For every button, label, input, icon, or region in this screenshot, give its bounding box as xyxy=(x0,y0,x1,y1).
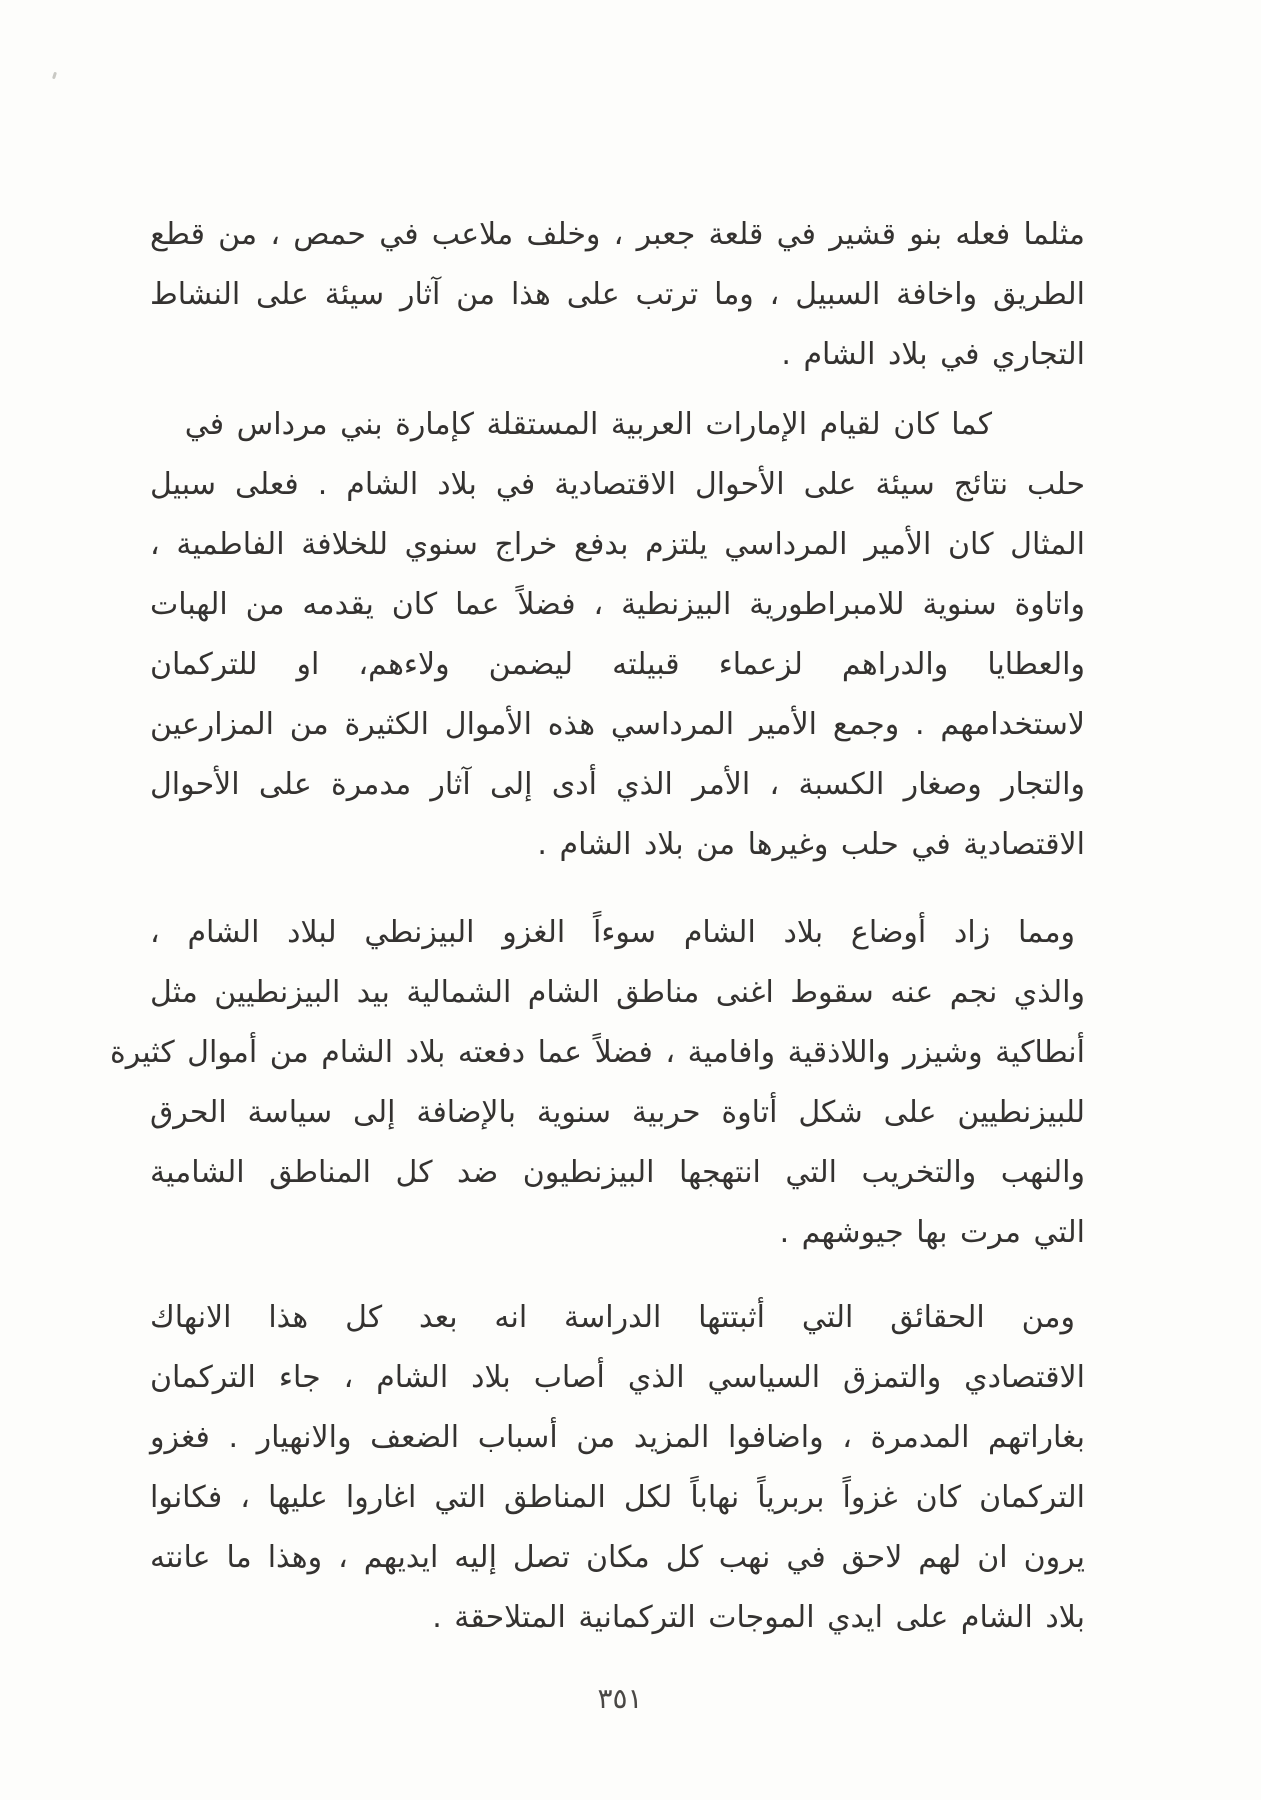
text-line: التركمان كان غزواً بربرياً نهاباً لكل المناطق التي اغاروا عليها ، فكانوا xyxy=(150,1480,1085,1515)
text-line: حلب نتائج سيئة على الأحوال الاقتصادية في بلاد الشام . فعلى سبيل xyxy=(150,467,1085,502)
page-number: ٣٥١ xyxy=(597,1682,643,1715)
text-line: للبيزنطيين على شكل أتاوة حربية سنوية بالإضافة إلى سياسة الحرق xyxy=(150,1095,1085,1130)
text-line: الاقتصادي والتمزق السياسي الذي أصاب بلاد الشام ، جاء التركمان xyxy=(150,1360,1085,1395)
text-line: كما كان لقيام الإمارات العربية المستقلة كإمارة بني مرداس في xyxy=(184,407,992,442)
paragraph-2 xyxy=(150,395,1085,875)
text-line: لاستخدامهم . وجمع الأمير المرداسي هذه الأموال الكثيرة من المزارعين xyxy=(150,707,1085,742)
body-text xyxy=(109,205,1085,1648)
text-line: بغاراتهم المدمرة ، واضافوا المزيد من أسباب الضعف والانهيار . فغزو xyxy=(150,1420,1085,1455)
scan-speck xyxy=(52,72,57,80)
paragraph-3 xyxy=(109,903,1085,1263)
text-line: والعطايا والدراهم لزعماء قبيلته ليضمن ولاءهم، او للتركمان xyxy=(150,647,1085,682)
text-line: التجاري في بلاد الشام . xyxy=(781,337,1085,372)
text-line: والتجار وصغار الكسبة ، الأمر الذي أدى إلى آثار مدمرة على الأحوال xyxy=(150,767,1085,802)
text-line: والنهب والتخريب التي انتهجها البيزنطيون ضد كل المناطق الشامية xyxy=(150,1155,1085,1190)
text-line: المثال كان الأمير المرداسي يلتزم بدفع خراج سنوي للخلافة الفاطمية ، xyxy=(150,527,1085,562)
text-line: الاقتصادية في حلب وغيرها من بلاد الشام . xyxy=(537,827,1085,862)
paragraph-4 xyxy=(150,1288,1085,1648)
text-line: بلاد الشام على ايدي الموجات التركمانية المتلاحقة . xyxy=(432,1600,1085,1635)
paragraph-1 xyxy=(150,205,1085,385)
text-line: والذي نجم عنه سقوط اغنى مناطق الشام الشمالية بيد البيزنطيين مثل xyxy=(150,975,1085,1010)
text-line: ومن الحقائق التي أثبتتها الدراسة انه بعد كل هذا الانهاك xyxy=(150,1300,1075,1335)
text-line: مثلما فعله بنو قشير في قلعة جعبر ، وخلف ملاعب في حمص ، من قطع xyxy=(150,217,1085,252)
text-line: أنطاكية وشيزر واللاذقية وافامية ، فضلاً عما دفعته بلاد الشام من أموال كثيرة xyxy=(109,1035,1085,1070)
text-line: ومما زاد أوضاع بلاد الشام سوءاً الغزو البيزنطي لبلاد الشام ، xyxy=(150,915,1075,950)
text-line: يرون ان لهم لاحق في نهب كل مكان تصل إليه ايديهم ، وهذا ما عانته xyxy=(150,1540,1085,1575)
text-line: الطريق واخافة السبيل ، وما ترتب على هذا من آثار سيئة على النشاط xyxy=(150,277,1085,312)
text-line: التي مرت بها جيوشهم . xyxy=(779,1215,1085,1250)
text-line: واتاوة سنوية للامبراطورية البيزنطية ، فضلاً عما كان يقدمه من الهبات xyxy=(150,587,1085,622)
